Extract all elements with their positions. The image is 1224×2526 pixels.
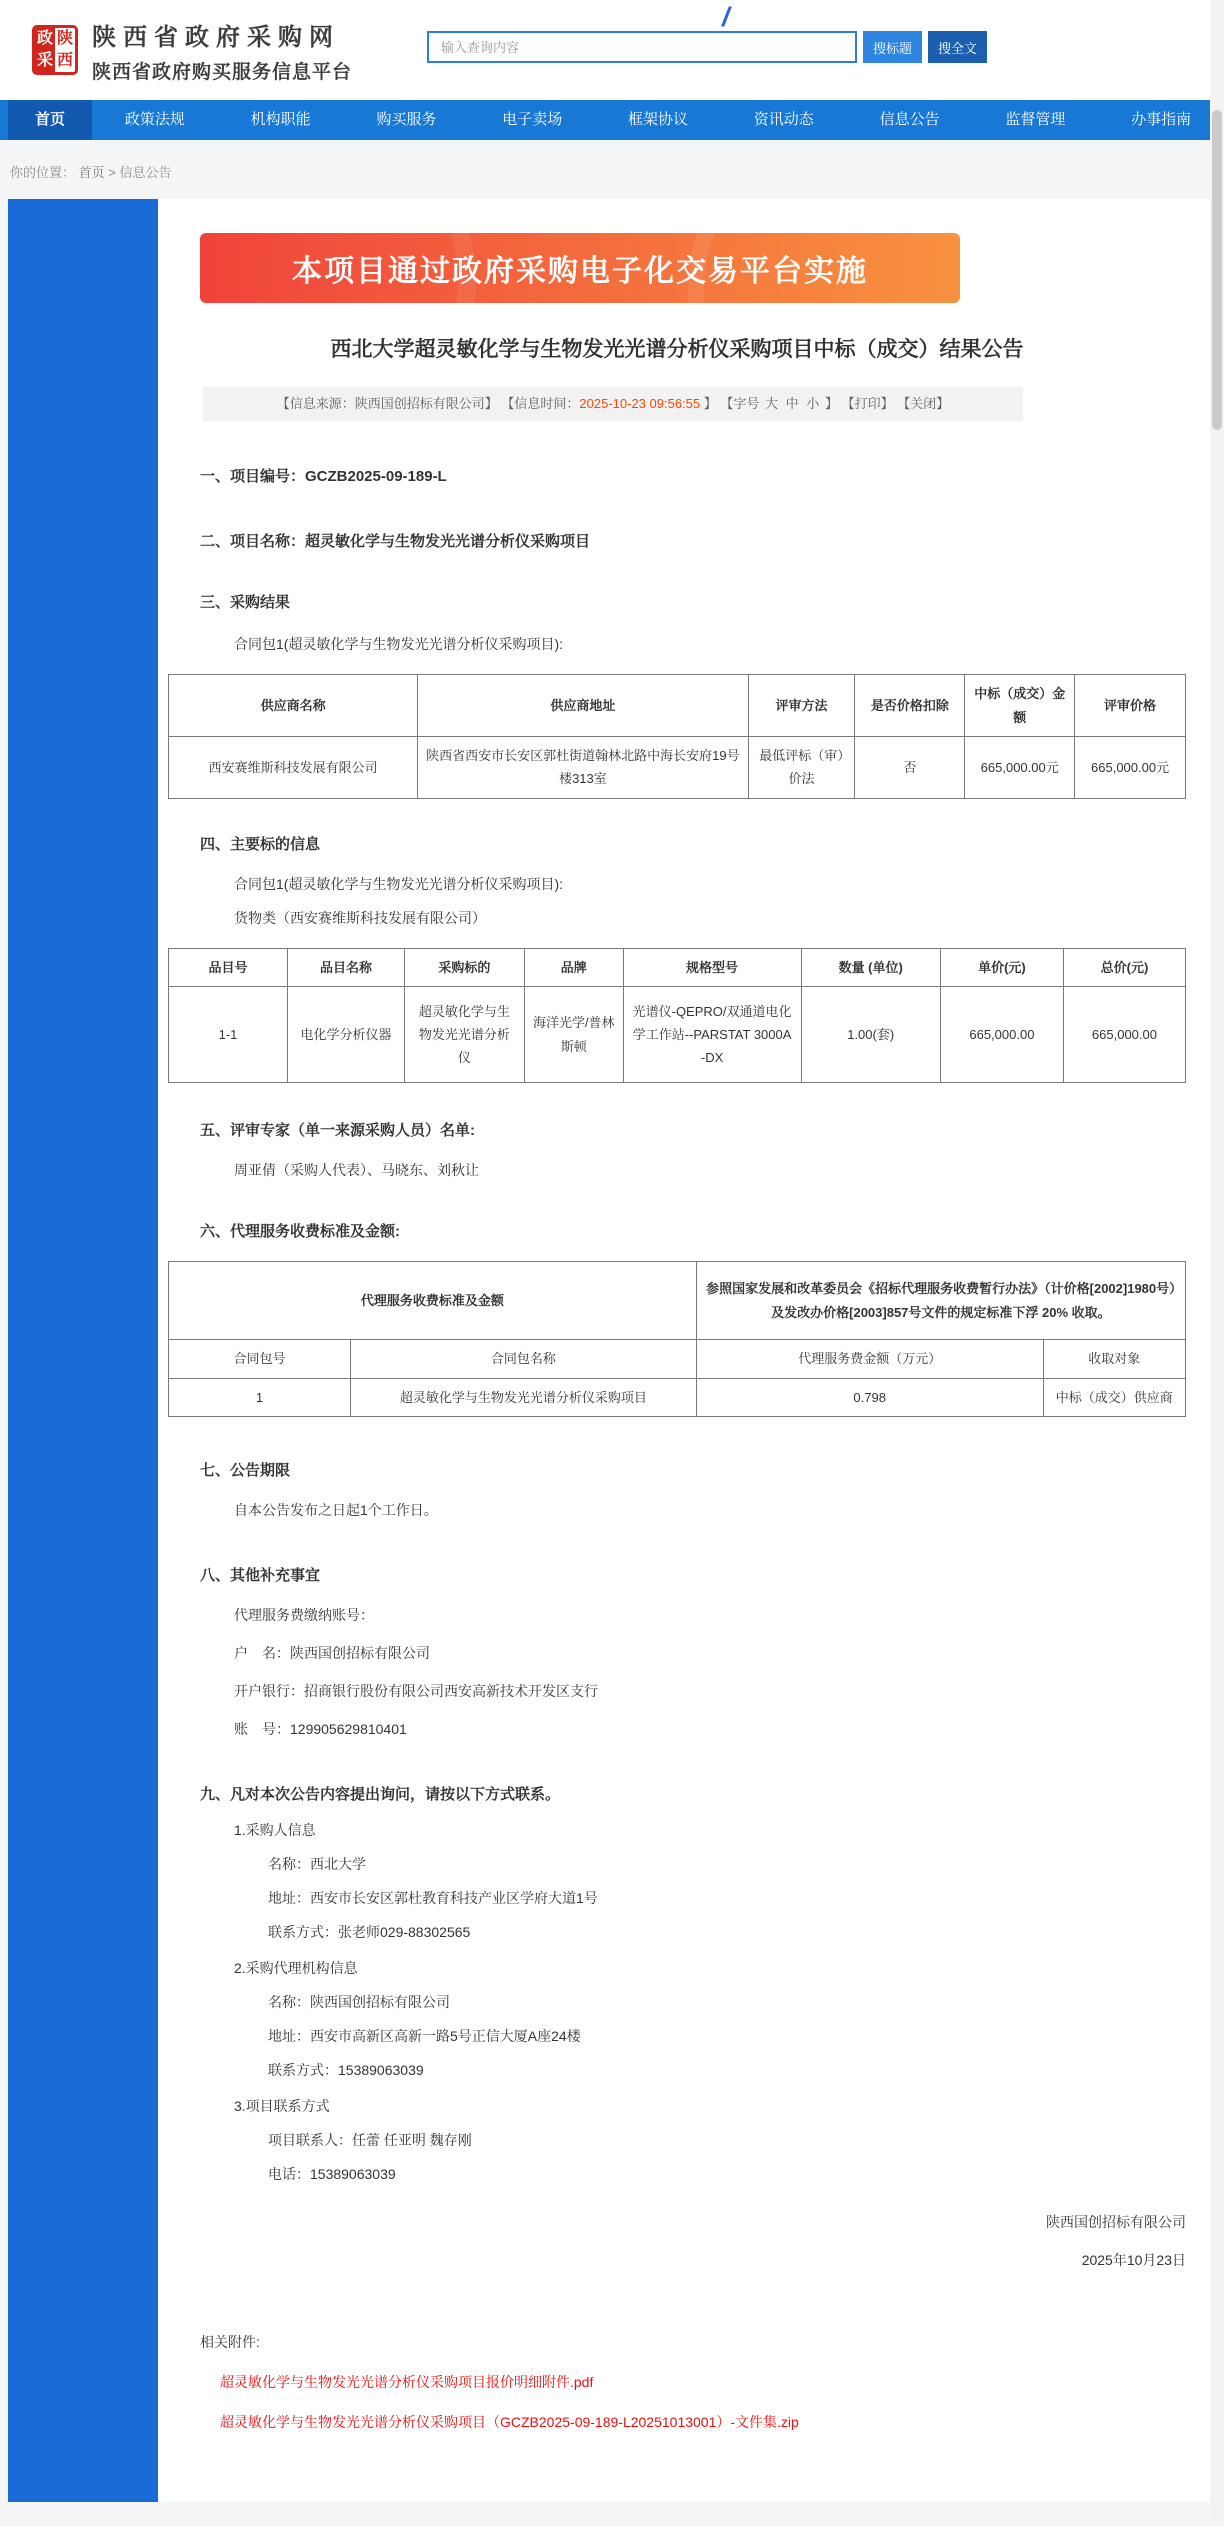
procurement-result-table <box>168 674 1186 799</box>
package-no: 1 <box>169 1378 351 1416</box>
col-price-deduction: 是否价格扣除 <box>855 675 965 737</box>
nav-item-policy[interactable]: 政策法规 <box>124 111 185 128</box>
agency-address: 地址：西安市高新区高新一路5号正信大厦A座24楼 <box>268 2027 581 2044</box>
quantity: 1.00(套) <box>801 987 940 1083</box>
agency-fee-description: 参照国家发展和改革委员会《招标代理服务收费暂行办法》（计价格[2002]1980号）及发改办价格[2003]857号文件的规定标准下浮 20% 收取。 <box>696 1262 1185 1340</box>
col-unit-price: 单价(元) <box>940 948 1063 986</box>
col-item-name: 品目名称 <box>287 948 404 986</box>
expert-names: 周亚倩（采购人代表）、马晓东、刘秋让 <box>234 1162 479 1179</box>
slash-decoration: / <box>722 2 730 32</box>
signature-date: 2025年10月23日 <box>1081 2251 1186 2268</box>
contract-package-note: 合同包1(超灵敏化学与生物发光光谱分析仪采购项目): <box>234 875 563 892</box>
brand: 海洋光学/普林斯顿 <box>524 987 623 1083</box>
col-spec-model: 规格型号 <box>623 948 801 986</box>
main-navigation <box>0 100 1224 140</box>
project-contact-title: 3.项目联系方式 <box>234 2097 330 2114</box>
page-body <box>0 140 1224 2526</box>
attachment-link-pdf[interactable]: 超灵敏化学与生物发光光谱分析仪采购项目报价明细附件.pdf <box>220 2373 594 2390</box>
account-number-line: 账 号：129905629810401 <box>234 1720 407 1737</box>
col-award-amount: 中标（成交）金额 <box>965 675 1075 737</box>
site-header <box>0 0 1224 100</box>
table-row <box>169 987 1186 1083</box>
logo-char: 采 <box>35 50 55 72</box>
search-title-button[interactable]: 搜标题 <box>863 31 922 63</box>
agency-info-title: 2.采购代理机构信息 <box>234 1959 358 1976</box>
col-fee-amount: 代理服务费金额（万元） <box>696 1340 1043 1378</box>
contract-package-note: 合同包1(超灵敏化学与生物发光光谱分析仪采购项目): <box>234 636 563 652</box>
signature-block <box>168 2212 1186 2270</box>
announcement-article <box>158 199 1224 2502</box>
left-blue-sidebar <box>8 199 158 2502</box>
table-row <box>169 1378 1186 1416</box>
subject-items-table <box>168 948 1186 1083</box>
close-button[interactable]: 【关闭】 <box>897 396 950 411</box>
meta-time-close: 】 <box>700 396 717 411</box>
print-button[interactable]: 【打印】 <box>841 396 894 411</box>
total-price: 665,000.00 <box>1063 987 1185 1083</box>
col-total-price: 总价(元) <box>1063 948 1185 986</box>
project-contact-phone: 电话：15389063039 <box>268 2165 396 2182</box>
review-method: 最低评标（审）价法 <box>748 737 855 799</box>
fee-payer: 中标（成交）供应商 <box>1043 1378 1185 1416</box>
package-name: 超灵敏化学与生物发光光谱分析仪采购项目 <box>351 1378 697 1416</box>
account-holder-line: 户 名：陕西国创招标有限公司 <box>234 1644 430 1661</box>
nav-item-e-marketplace[interactable]: 电子卖场 <box>502 111 563 128</box>
nav-item-guide[interactable]: 办事指南 <box>1131 111 1192 128</box>
fontsize-small-button[interactable]: 小 <box>806 396 820 411</box>
site-title: 陕西省政府采购网 <box>92 23 340 51</box>
col-package-no: 合同包号 <box>169 1340 351 1378</box>
col-supplier-address: 供应商地址 <box>418 675 749 737</box>
table-header-row <box>169 948 1186 986</box>
nav-item-home[interactable]: 首页 <box>8 100 92 140</box>
breadcrumb-current: 信息公告 <box>119 165 172 180</box>
supplier-name: 西安赛维斯科技发展有限公司 <box>169 737 418 799</box>
meta-timestamp: 2025-10-23 09:56:55 <box>579 396 701 411</box>
nav-item-announcements[interactable]: 信息公告 <box>879 111 940 128</box>
page-title: 西北大学超灵敏化学与生物发光光谱分析仪采购项目中标（成交）结果公告 <box>330 338 1024 361</box>
platform-banner-text: 本项目通过政府采购电子化交易平台实施 <box>292 255 868 288</box>
agency-contact: 联系方式：15389063039 <box>268 2061 424 2078</box>
purchaser-contact: 联系方式：张老师029-88302565 <box>268 1923 471 1940</box>
table-header-row <box>169 675 1186 737</box>
logo-char: 西 <box>55 50 75 72</box>
col-fee-payer: 收取对象 <box>1043 1340 1185 1378</box>
search-area <box>427 31 987 63</box>
logo-char: 政 <box>35 28 55 50</box>
search-fulltext-button[interactable]: 搜全文 <box>928 31 987 63</box>
section-7-announcement-period: 七、公告期限 <box>200 1461 291 1479</box>
review-price: 665,000.00元 <box>1075 737 1186 799</box>
site-logo-seal-icon <box>32 25 78 75</box>
content-region <box>0 199 1224 2502</box>
purchaser-info-title: 1.采购人信息 <box>234 1821 316 1838</box>
search-input[interactable] <box>427 31 857 63</box>
meta-time-open: 【信息时间： <box>501 396 580 411</box>
scrollbar-thumb[interactable] <box>1212 110 1222 430</box>
fontsize-close: 】 <box>824 396 838 411</box>
attachment-link-zip[interactable]: 超灵敏化学与生物发光光谱分析仪采购项目（GCZB2025-09-189-L20251013001）-文件集.zip <box>220 2413 799 2430</box>
fontsize-large-button[interactable]: 大 <box>765 396 779 411</box>
item-no: 1-1 <box>169 987 288 1083</box>
section-4-subject-info: 四、主要标的信息 <box>200 835 321 853</box>
signature-company: 陕西国创招标有限公司 <box>1046 2213 1186 2230</box>
fontsize-open: 【字号 <box>720 396 760 411</box>
scrollbar-track[interactable] <box>1210 0 1224 2526</box>
fee-amount: 0.798 <box>696 1378 1043 1416</box>
payment-account-line: 代理服务费缴纳账号： <box>234 1606 374 1623</box>
project-contact-persons: 项目联系人：任蕾 任亚明 魏存刚 <box>268 2131 472 2148</box>
site-titles <box>92 17 352 84</box>
agency-fee-label: 代理服务收费标准及金额 <box>169 1262 697 1340</box>
section-9-contact: 九、凡对本次公告内容提出询问，请按以下方式联系。 <box>200 1785 561 1803</box>
bank-line: 开户银行：招商银行股份有限公司西安高新技术开发区支行 <box>234 1682 598 1699</box>
fontsize-medium-button[interactable]: 中 <box>785 396 799 411</box>
col-quantity: 数量 (单位) <box>801 948 940 986</box>
col-supplier-name: 供应商名称 <box>169 675 418 737</box>
col-brand: 品牌 <box>524 948 623 986</box>
attachments-title: 相关附件: <box>200 2333 260 2350</box>
breadcrumb-prefix: 你的位置： <box>10 165 76 180</box>
section-5-experts: 五、评审专家（单一来源采购人员）名单: <box>200 1122 475 1140</box>
section-3-procurement-result: 三、采购结果 <box>200 594 291 611</box>
announcement-period-note: 自本公告发布之日起1个工作日。 <box>234 1501 438 1518</box>
nav-item-org-functions[interactable]: 机构职能 <box>250 111 311 128</box>
table-merged-row <box>169 1262 1186 1340</box>
logo-char: 陕 <box>55 28 75 50</box>
nav-item-framework-agreement[interactable]: 框架协议 <box>628 111 689 128</box>
subject: 超灵敏化学与生物发光光谱分析仪 <box>404 987 524 1083</box>
col-item-no: 品目号 <box>169 948 288 986</box>
breadcrumb-home-link[interactable]: 首页 <box>78 165 105 180</box>
nav-item-supervision[interactable]: 监督管理 <box>1005 111 1066 128</box>
section-6-agency-fee: 六、代理服务收费标准及金额: <box>200 1223 400 1241</box>
col-package-name: 合同包名称 <box>351 1340 697 1378</box>
breadcrumb-separator: > <box>108 165 116 180</box>
item-name: 电化学分析仪器 <box>287 987 404 1083</box>
col-review-method: 评审方法 <box>748 675 855 737</box>
breadcrumb <box>0 140 1224 199</box>
purchaser-name: 名称：西北大学 <box>268 1855 366 1872</box>
price-deduction: 否 <box>855 737 965 799</box>
platform-banner <box>200 233 960 303</box>
goods-category-note: 货物类（西安赛维斯科技发展有限公司） <box>234 909 486 926</box>
agency-name: 名称：陕西国创招标有限公司 <box>268 1993 450 2010</box>
purchaser-address: 地址：西安市长安区郭杜教育科技产业区学府大道1号 <box>268 1889 598 1906</box>
site-subtitle: 陕西省政府购买服务信息平台 <box>92 61 353 83</box>
table-row <box>169 737 1186 799</box>
nav-item-purchase-service[interactable]: 购买服务 <box>376 111 437 128</box>
nav-item-news[interactable]: 资讯动态 <box>753 111 814 128</box>
section-2-project-name: 二、项目名称：超灵敏化学与生物发光光谱分析仪采购项目 <box>200 533 591 550</box>
section-8-other-matters: 八、其他补充事宜 <box>200 1566 321 1584</box>
unit-price: 665,000.00 <box>940 987 1063 1083</box>
section-1-project-number: 一、项目编号：GCZB2025-09-189-L <box>200 468 447 485</box>
award-amount: 665,000.00元 <box>965 737 1075 799</box>
col-subject: 采购标的 <box>404 948 524 986</box>
supplier-address: 陕西省西安市长安区郭杜街道翰林北路中海长安府19号楼313室 <box>418 737 749 799</box>
article-meta-bar <box>203 387 1023 421</box>
meta-source: 【信息来源：陕西国创招标有限公司】 <box>276 396 498 411</box>
spec-model: 光谱仪-QEPRO/双通道电化学工作站--PARSTAT 3000A-DX <box>623 987 801 1083</box>
table-header-row <box>169 1340 1186 1378</box>
col-review-price: 评审价格 <box>1075 675 1186 737</box>
agency-fee-table <box>168 1261 1186 1417</box>
